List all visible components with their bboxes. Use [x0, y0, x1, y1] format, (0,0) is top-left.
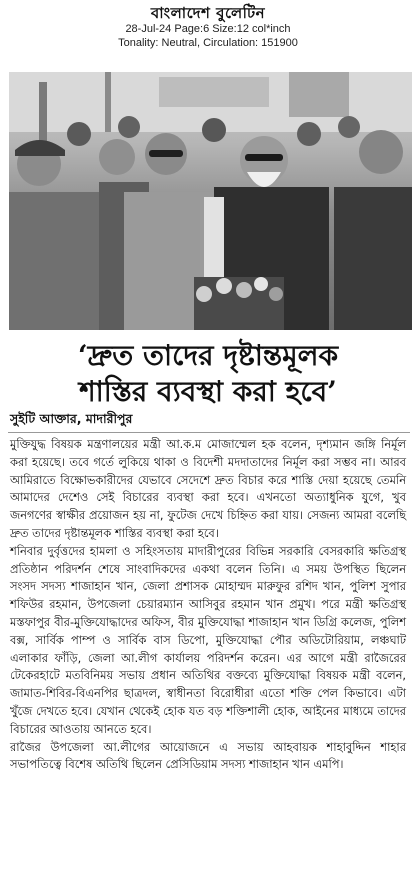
headline-line-1: ‘দ্রুত তাদের দৃষ্টান্তমূলক: [77, 339, 339, 372]
headline-line-2: শাস্তির ব্যবস্থা করা হবে’: [79, 375, 337, 408]
article-paragraph: শনিবার দুর্বৃত্তদের হামলা ও সহিংসতায় মাদারীপুরের বিভিন্ন সরকারি বেসরকারি ক্ষতিগ্রস্থ প্রতিষ্ঠান পরিদর্শন শেষে সাংবাদিকদের একথা বলেন তিনি। এ সময় উপস্থিত ছিলেন সংসদ সদস্য শাজাহান খান, জেলা প্রশাসক মোহাম্মদ মারুফুর রশিদ খান, পুলিশ সুপার শফিউর রহমান, উপজেলা চেয়ারম্যান আসিবুর রহমান খান প্রমুখ। পরে মন্ত্রী ক্ষতিগ্রস্থ মস্তফাপুর বীর-মুক্তিযোদ্ধাদের অফিস, বীর মুক্তিযোদ্ধা শাজাহান খান ডিগ্রি কলেজ, পুলিশ বক্স, সার্বিক পাম্প ও সার্বিক বাস ডিপো, মুক্তিযোদ্ধা পৌর অডিটোরিয়াম, লঞ্চঘাট এলাকার ফাঁড়ি, জেলা আ.লীগ কার্যালয় পরিদর্শন করেন। এর আগে মন্ত্রী রাজৈরের টেকেরহাটে মতবিনিময় সভায় প্রধান অতিথির বক্তব্যে মুক্তিযোদ্ধা বিষয়ক মন্ত্রী বলেন, জামাত-শিবির-বিএনপির ছাত্রদল, স্বাধীনতা বিরোধীরা এতো শক্তি পেল কিভাবে। এটা খুঁজে দেখতে হবে। যেখান থেকেই হোক যত বড় শক্তিশালী হোক, আইনের মাধ্যমে তাদের বিচারের আওতায় আনতে হবে।: [10, 543, 406, 736]
masthead: [0, 4, 416, 50]
article-body: [10, 436, 406, 774]
clip-meta-date-page-size: 28-Jul-24 Page:6 Size:12 col*inch: [125, 23, 291, 35]
headline: [10, 338, 406, 410]
byline: সুইটি আক্তার, মাদারীপুর: [10, 411, 133, 426]
article-paragraph: মুক্তিযুদ্ধ বিষয়ক মন্ত্রণালয়ের মন্ত্রী আ.ক.ম মোজাম্মেল হক বলেন, দৃশ্যমান জঙ্গি নির্মূল করা হয়েছে। তবে গর্তে লুকিয়ে থাকা ও বিদেশী মদদাতাদের নির্মূল করা সম্ভব না। আরব আমিরাতে বিক্ষোভকারীদের যেভাবে সেদেশে দ্রুত বিচার করে শাস্তি দেয়া হয়েছে তেমনি আমাদের দেশেও সেই বিচারের ব্যবস্থা করা হবে। এখনতো অত্যাধুনিক যুগে, খুব জনগণের স্বাক্ষীর প্রয়োজন হয় না, ফুটেজ দেখে চিহ্নিত করা যায়। সেজন্য আমরা বলেছি দ্রুত তাদের দৃষ্টান্তমূলক শাস্তির ব্যবস্থা করা হবে।: [10, 437, 406, 540]
publication-name: বাংলাদেশ বুলেটিন: [150, 4, 266, 22]
clip-meta-tonality-circulation: Tonality: Neutral, Circulation: 151900: [118, 37, 298, 49]
article-paragraph: রাজৈর উপজেলা আ.লীগের আয়োজনে এ সভায় আহবায়ক শাহাবুদ্দিন শাহার সভাপতিত্বে বিশেষ অতিথি ছিলেন প্রেসিডিয়াম সদস্য শাজাহান খান এমপি।: [10, 739, 406, 772]
byline-divider: [8, 432, 410, 433]
news-photo-illustration: [9, 72, 412, 330]
news-photo: [9, 72, 412, 330]
